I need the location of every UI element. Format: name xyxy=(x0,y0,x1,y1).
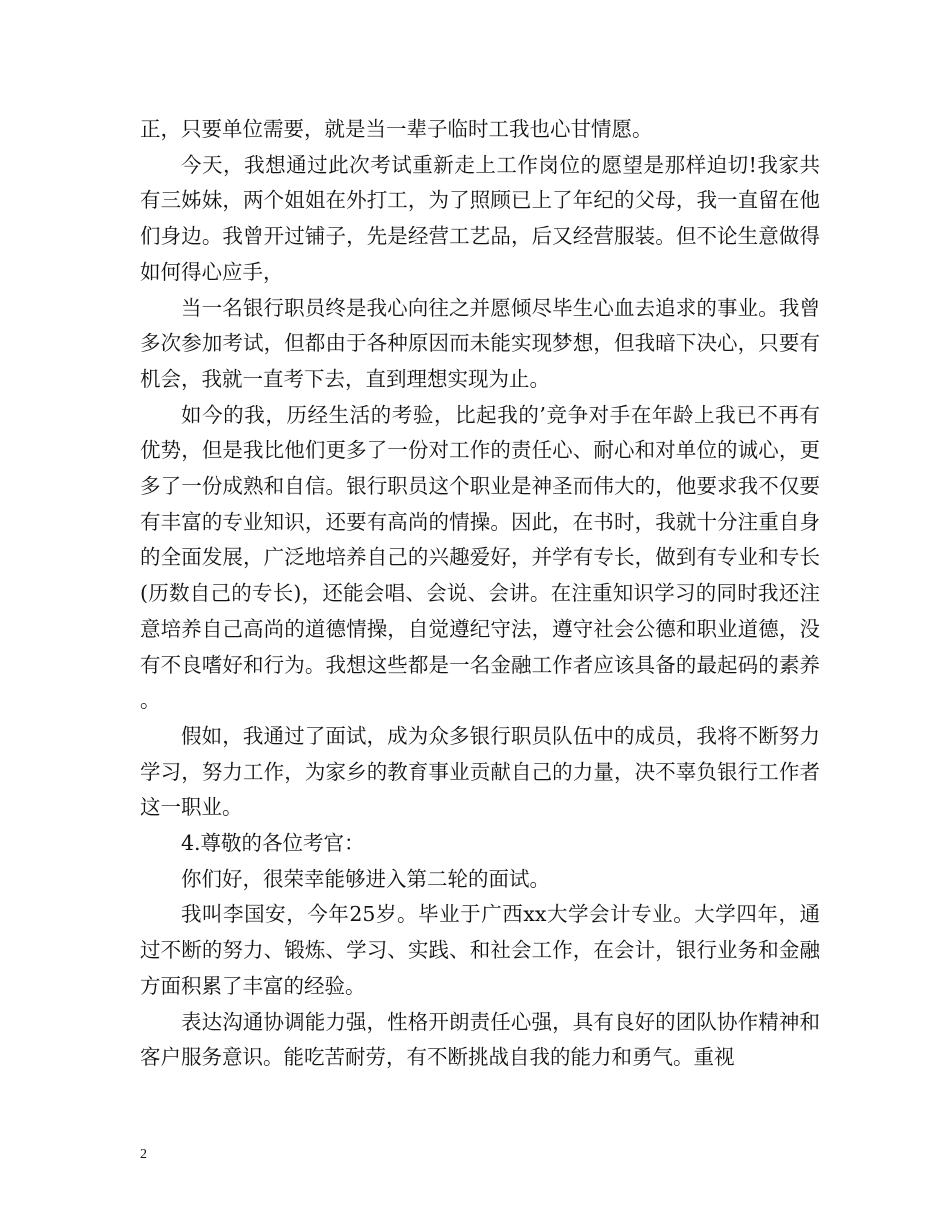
paragraph: 表达沟通协调能力强，性格开朗责任心强，具有良好的团队协作精神和客户服务意识。能吃苦耐劳，有不断挑战自我的能力和勇气。重视 xyxy=(140,1009,820,1070)
paragraph: 今天，我想通过此次考试重新走上工作岗位的愿望是那样迫切!我家共有三姊妹，两个姐姐在外打工，为了照顾已上了年纪的父母，我一直留在他们身边。我曾开过铺子，先是经营工艺品，后又经营服装。但不论生意做得如何得心应手， xyxy=(140,152,820,284)
paragraph: 我叫李国安，今年25岁。毕业于广西xx大学会计专业。大学四年，通过不断的努力、锻炼、学习、实践、和社会工作，在会计，银行业务和金融方面积累了丰富的经验。 xyxy=(140,902,820,998)
paragraph: 当一名银行职员终是我心向往之并愿倾尽毕生心血去追求的事业。我曾多次参加考试，但都由于各种原因而未能实现梦想，但我暗下决心，只要有机会，我就一直考下去，直到理想实现为止。 xyxy=(140,295,820,391)
paragraph: 正，只要单位需要，就是当一辈子临时工我也心甘情愿。 xyxy=(140,117,653,141)
page-number: 2 xyxy=(140,1147,147,1162)
section-heading: 4.尊敬的各位考官： xyxy=(181,831,365,856)
document-body xyxy=(140,112,820,1076)
paragraph: 如今的我，历经生活的考验，比起我的’竞争对手在年龄上我已不再有优势，但是我比他们更多了一份对工作的责任心、耐心和对单位的诚心，更多了一份成熟和自信。银行职员这个职业是神圣而伟大的，他要求我不仅要有丰富的专业知识，还要有高尚的情操。因此，在书时，我就十分注重自身的全面发展，广泛地培养自己的兴趣爱好，并学有专长，做到有专业和专长(历数自己的专长)，还能会唱、会说、会讲。在注重知识学习的同时我还注意培养自己高尚的道德情操，自觉遵纪守法，遵守社会公德和职业道德，没有不良嗜好和行为。我想这些都是一名金融工作者应该具备的最起码的素养。 xyxy=(140,402,820,713)
paragraph: 假如，我通过了面试，成为众多银行职员队伍中的成员，我将不断努力学习，努力工作，为家乡的教育事业贡献自己的力量，决不辜负银行工作者这一职业。 xyxy=(140,723,820,820)
paragraph: 你们好，很荣幸能够进入第二轮的面试。 xyxy=(181,866,550,891)
